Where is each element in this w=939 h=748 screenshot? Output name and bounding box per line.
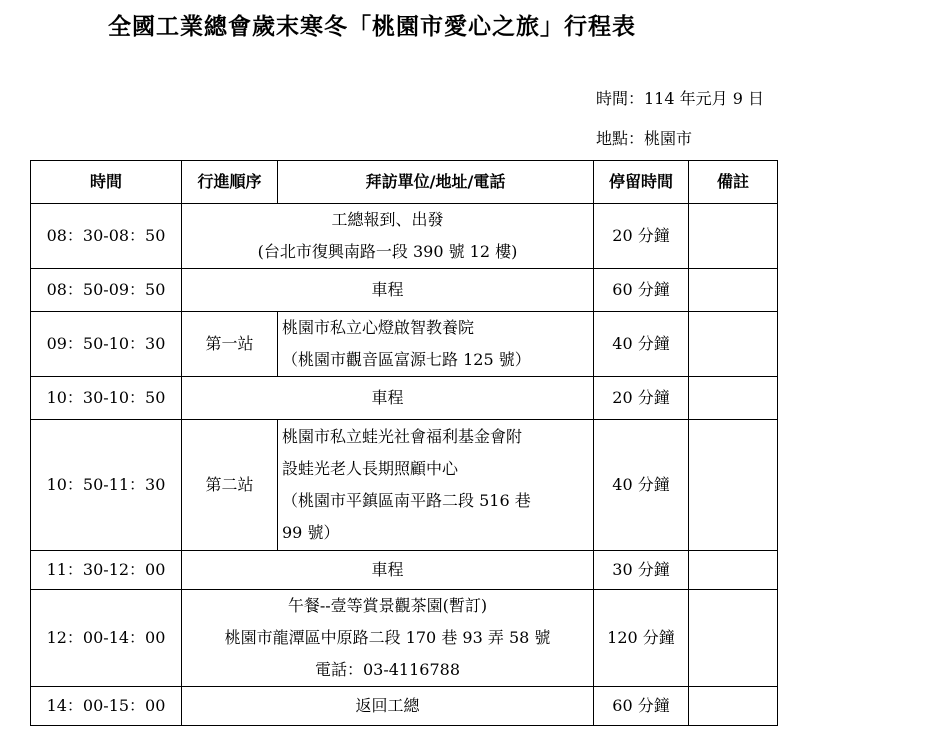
note-cell bbox=[689, 590, 778, 687]
order-cell: 第二站 bbox=[182, 420, 278, 551]
visit-cell bbox=[182, 204, 594, 269]
time-cell: 10：30-10：50 bbox=[31, 377, 182, 420]
time-cell: 08：50-09：50 bbox=[31, 269, 182, 312]
time-cell: 12：00-14：00 bbox=[31, 590, 182, 687]
table-row bbox=[31, 590, 778, 687]
visit-line: 返回工總 bbox=[355, 696, 420, 715]
visit-cell bbox=[182, 687, 594, 726]
visit-cell bbox=[182, 590, 594, 687]
itinerary-table bbox=[30, 160, 778, 726]
table-row bbox=[31, 204, 778, 269]
stay-cell: 30 分鐘 bbox=[594, 551, 689, 590]
visit-line: 午餐--壹等賞景觀茶園(暫訂) bbox=[287, 596, 488, 615]
note-cell bbox=[689, 551, 778, 590]
stay-cell: 20 分鐘 bbox=[594, 204, 689, 269]
header-note: 備註 bbox=[689, 161, 778, 204]
visit-cell bbox=[182, 269, 594, 312]
visit-line: 桃園市龍潭區中原路二段 170 巷 93 弄 58 號 bbox=[224, 628, 551, 647]
visit-line: 電話：03-4116788 bbox=[314, 660, 461, 679]
time-cell: 11：30-12：00 bbox=[31, 551, 182, 590]
time-cell: 09：50-10：30 bbox=[31, 312, 182, 377]
visit-cell bbox=[182, 377, 594, 420]
visit-line: 99 號） bbox=[282, 523, 340, 542]
visit-line: （桃園市平鎮區南平路二段 516 巷 bbox=[282, 491, 531, 510]
header-row bbox=[31, 161, 778, 204]
visit-line: 桃園市私立心燈啟智教養院 bbox=[282, 318, 475, 337]
header-stay: 停留時間 bbox=[594, 161, 689, 204]
note-cell bbox=[689, 420, 778, 551]
stay-cell: 40 分鐘 bbox=[594, 420, 689, 551]
stay-cell: 20 分鐘 bbox=[594, 377, 689, 420]
visit-line: 桃園市私立蛙光社會福利基金會附 bbox=[282, 427, 523, 446]
table-row bbox=[31, 551, 778, 590]
visit-line: 設蛙光老人長期照顧中心 bbox=[282, 459, 459, 478]
table-row bbox=[31, 269, 778, 312]
note-cell bbox=[689, 377, 778, 420]
note-cell bbox=[689, 204, 778, 269]
visit-cell bbox=[278, 420, 594, 551]
time-cell: 14：00-15：00 bbox=[31, 687, 182, 726]
header-order: 行進順序 bbox=[182, 161, 278, 204]
stay-cell: 60 分鐘 bbox=[594, 687, 689, 726]
time-cell: 10：50-11：30 bbox=[31, 420, 182, 551]
date-line: 時間：114 年元月 9 日 bbox=[596, 89, 764, 108]
document-title: 全國工業總會歲末寒冬「桃園市愛心之旅」行程表 bbox=[108, 14, 636, 40]
visit-line: 工總報到、出發 bbox=[331, 210, 444, 229]
place-line: 地點：桃園市 bbox=[596, 129, 693, 148]
note-cell bbox=[689, 687, 778, 726]
note-cell bbox=[689, 312, 778, 377]
visit-cell bbox=[182, 551, 594, 590]
time-cell: 08：30-08：50 bbox=[31, 204, 182, 269]
visit-line: 車程 bbox=[371, 560, 404, 579]
table-row bbox=[31, 377, 778, 420]
order-cell: 第一站 bbox=[182, 312, 278, 377]
visit-line: (台北市復興南路一段 390 號 12 樓) bbox=[257, 242, 518, 261]
visit-line: 車程 bbox=[371, 280, 404, 299]
header-visit: 拜訪單位/地址/電話 bbox=[278, 161, 594, 204]
note-cell bbox=[689, 269, 778, 312]
stay-cell: 120 分鐘 bbox=[594, 590, 689, 687]
stay-cell: 40 分鐘 bbox=[594, 312, 689, 377]
header-time: 時間 bbox=[31, 161, 182, 204]
visit-line: 車程 bbox=[371, 388, 404, 407]
table-row bbox=[31, 312, 778, 377]
visit-line: （桃園市觀音區富源七路 125 號） bbox=[282, 350, 531, 369]
stay-cell: 60 分鐘 bbox=[594, 269, 689, 312]
table-row bbox=[31, 687, 778, 726]
table-row bbox=[31, 420, 778, 551]
visit-cell bbox=[278, 312, 594, 377]
